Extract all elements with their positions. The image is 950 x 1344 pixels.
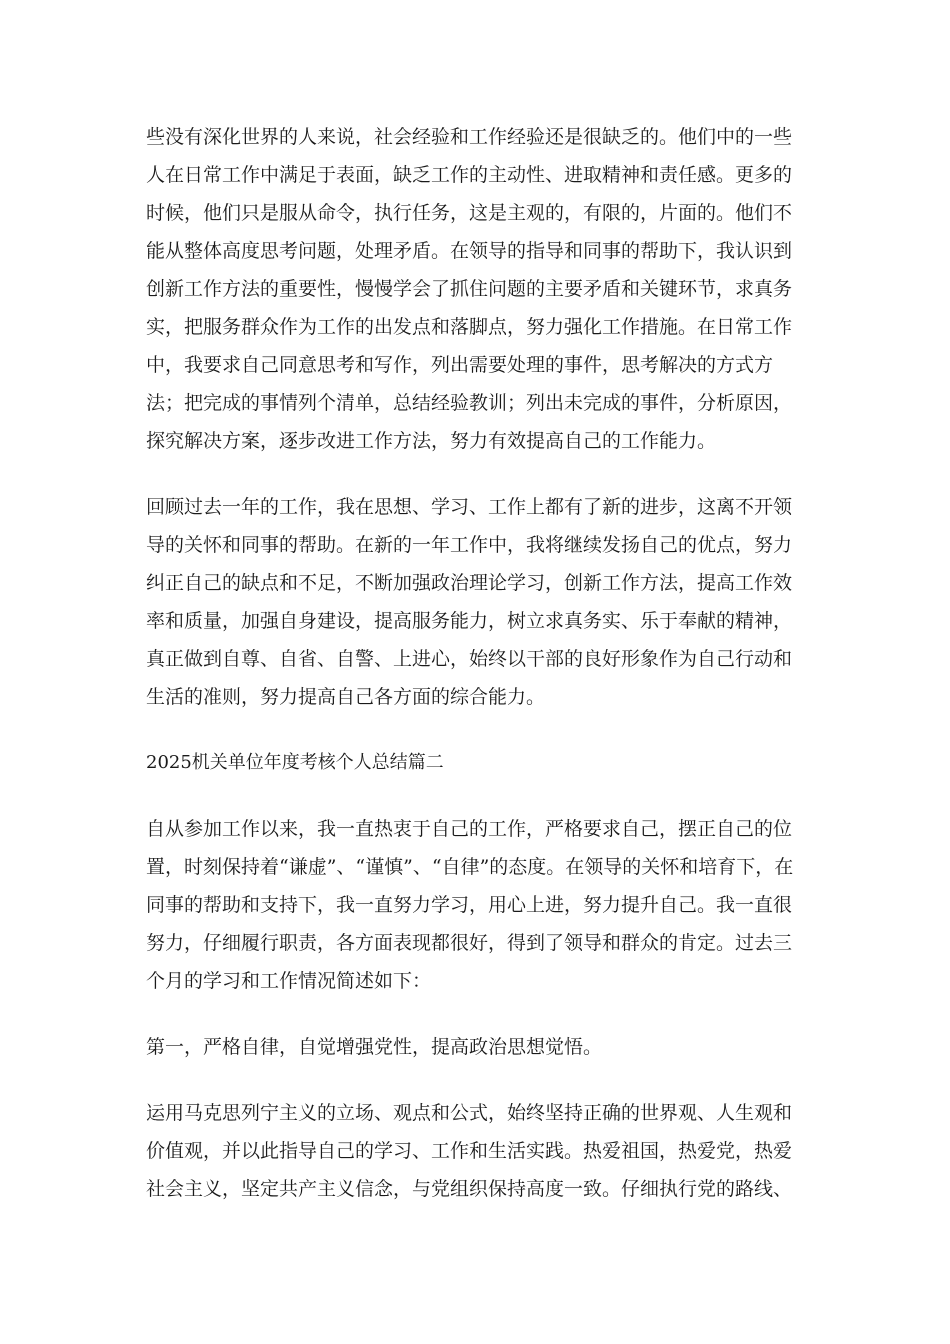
- section-heading: 2025机关单位年度考核个人总结篇二: [146, 752, 444, 773]
- paragraph-spacer: [146, 1066, 806, 1094]
- paragraph-since-joining: 自从参加工作以来，我一直热衷于自己的工作，严格要求自己，摆正自己的位置，时刻保持着“谦虚”、“谨慎”、“自律”的态度。在领导的关怀和培育下，在同事的帮助和支持下，我一直努力学习，用心上进，努力提升自己。我一直很努力，仔细履行职责，各方面表现都很好，得到了领导和群众的肯定。过去三个月的学习和工作情况简述如下：: [146, 818, 794, 992]
- paragraph-point-one: 第一，严格自律，自觉增强党性，提高政治思想觉悟。: [146, 1036, 603, 1058]
- paragraph-spacer: [146, 716, 806, 744]
- paragraph-spacer: [146, 460, 806, 488]
- paragraph-spacer: [146, 1000, 806, 1028]
- paragraph-work-methods: 些没有深化世界的人来说，社会经验和工作经验还是很缺乏的。他们中的一些人在日常工作中满足于表面，缺乏工作的主动性、进取精神和责任感。更多的时候，他们只是服从命令，执行任务，这是主观的，有限的，片面的。他们不能从整体高度思考问题，处理矛盾。在领导的指导和同事的帮助下，我认识到创新工作方法的重要性，慢慢学会了抓住问题的主要矛盾和关键环节，求真务实，把服务群众作为工作的出发点和落脚点，努力强化工作措施。在日常工作中，我要求自己同意思考和写作，列出需要处理的事件，思考解决的方式方法；把完成的事情列个清单，总结经验教训；列出未完成的事件，分析原因，探究解决方案，逐步改进工作方法，努力有效提高自己的工作能力。: [146, 126, 793, 452]
- document-body: [146, 118, 806, 1208]
- paragraph-marxism: 运用马克思列宁主义的立场、观点和公式，始终坚持正确的世界观、人生观和价值观，并以此指导自己的学习、工作和生活实践。热爱祖国，热爱党，热爱社会主义，坚定共产主义信念，与党组织保持高度一致。仔细执行党的路线、: [146, 1102, 793, 1200]
- paragraph-year-review: 回顾过去一年的工作，我在思想、学习、工作上都有了新的进步，这离不开领导的关怀和同事的帮助。在新的一年工作中，我将继续发扬自己的优点，努力纠正自己的缺点和不足，不断加强政治理论学习，创新工作方法，提高工作效率和质量，加强自身建设，提高服务能力，树立求真务实、乐于奉献的精神，真正做到自尊、自省、自警、上进心，始终以干部的良好形象作为自己行动和生活的准则，努力提高自己各方面的综合能力。: [146, 496, 793, 708]
- paragraph-spacer: [146, 782, 806, 810]
